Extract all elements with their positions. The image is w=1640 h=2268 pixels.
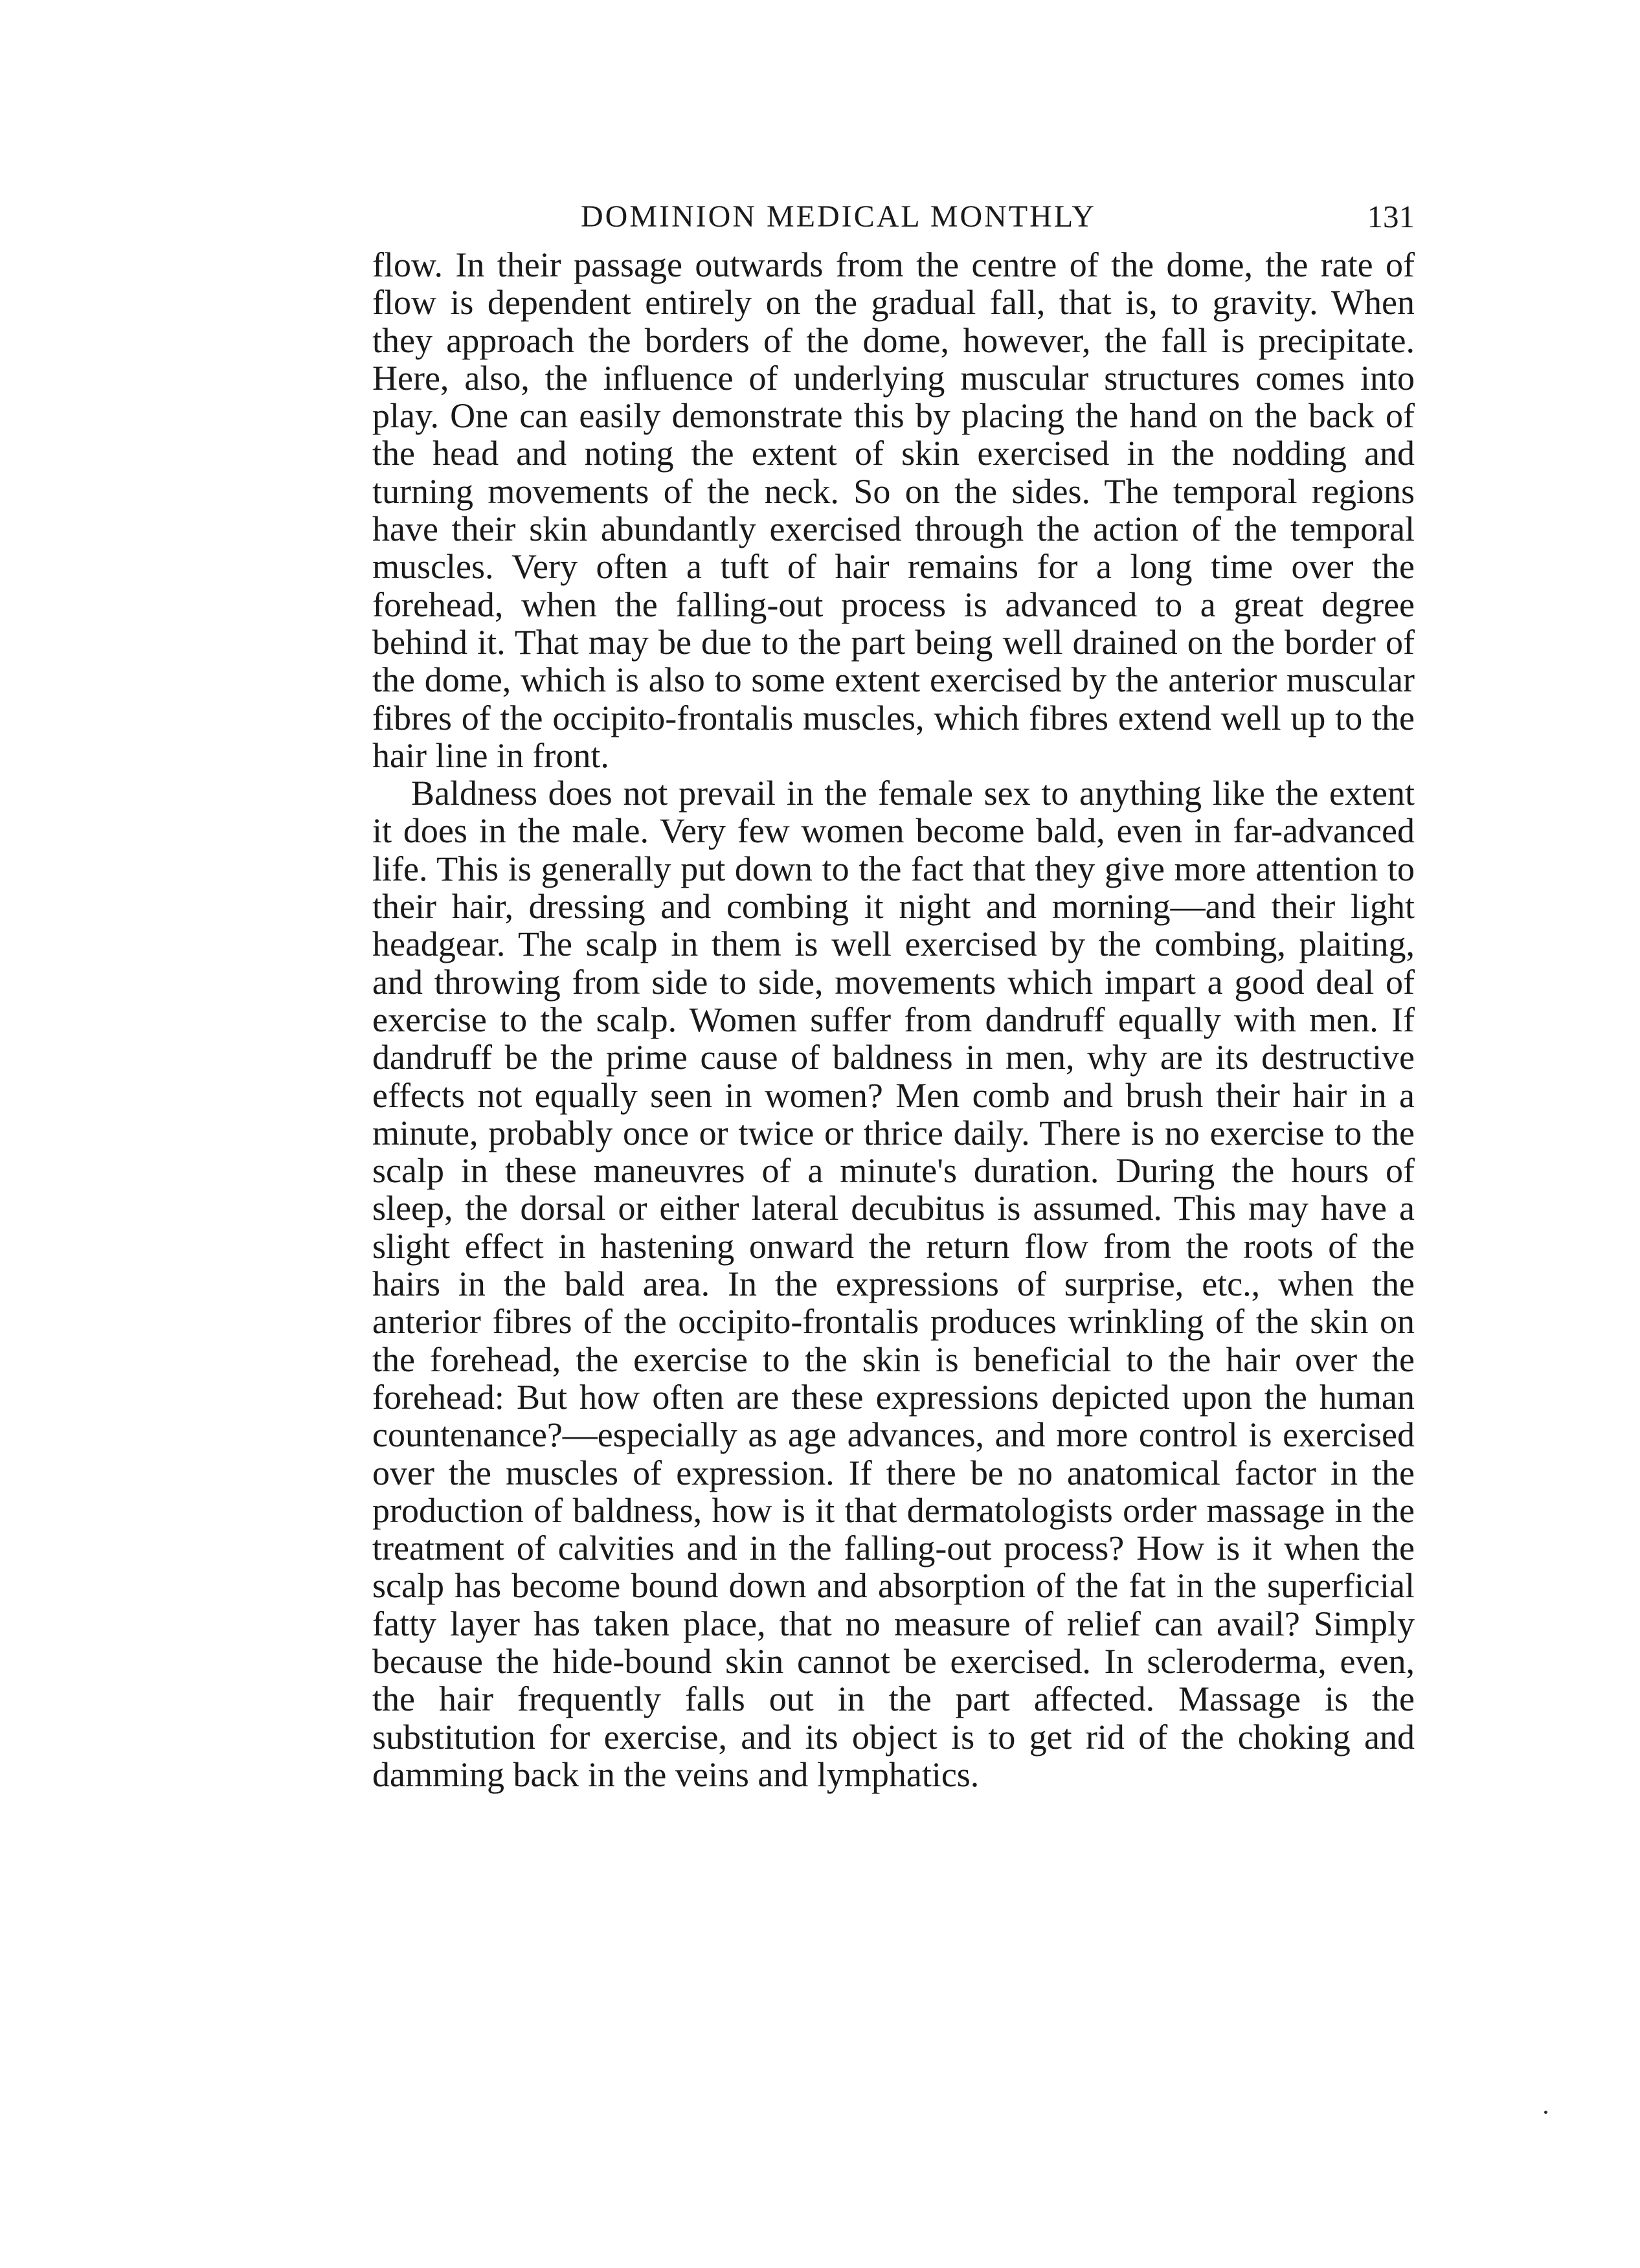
body-text bbox=[372, 246, 1415, 1793]
paragraph-continued: flow. In their passage outwards from the centre of the dome, the rate of flow is dependent entirely on the gradual fall, that is, to gravity. When they approach the borders of the dome, however, the fall is precipitate. Here, also, the influence of underlying muscular structures comes into play. One can easily demonstrate this by placing the hand on the back of the head and noting the extent of skin exercised in the nodding and turning movements of the neck. So on the sides. The temporal regions have their skin abundantly exercised through the action of the temporal muscles. Very often a tuft of hair remains for a long time over the forehead, when the falling-out process is advanced to a great degree behind it. That may be due to the part being well drained on the border of the dome, which is also to some extent exercised by the anterior muscular fibres of the occipito-frontalis muscles, which fibres extend well up to the hair line in front. bbox=[372, 245, 1415, 775]
journal-title: DOMINION MEDICAL MONTHLY bbox=[580, 199, 1096, 234]
stray-ink-mark bbox=[1544, 2111, 1547, 2114]
running-head bbox=[372, 194, 1415, 240]
page-number: 131 bbox=[1367, 199, 1415, 234]
paragraph-baldness-female: Baldness does not prevail in the female sex to anything like the extent it does in the male. Very few women become bald, even in far-advanced life. This is generally put down to the fact that they give more attention to their hair, dressing and combing it night and morning—and their light headgear. The scalp in them is well exercised by the combing, plaiting, and throwing from side to side, movements which impart a good deal of exercise to the scalp. Women suffer from dandruff equally with men. If dandruff be the prime cause of baldness in men, why are its destructive effects not equally seen in women? Men comb and brush their hair in a minute, probably once or twice or thrice daily. There is no exercise to the scalp in these maneuvres of a minute's duration. During the hours of sleep, the dorsal or either lateral decubitus is assumed. This may have a slight effect in hastening onward the return flow from the roots of the hairs in the bald area. In the expressions of surprise, etc., when the anterior fibres of the occipito-frontalis produces wrinkling of the skin on the forehead, the exercise to the skin is beneficial to the hair over the forehead: But how often are these expressions depicted upon the human countenance?—especially as age advances, and more control is exercised over the muscles of expression. If there be no anatomical factor in the production of baldness, how is it that dermatologists order massage in the treatment of calvities and in the falling-out process? How is it when the scalp has become bound down and absorption of the fat in the superficial fatty layer has taken place, that no measure of relief can avail? Simply because the hide-bound skin cannot be exercised. In scleroderma, even, the hair frequently falls out in the part affected. Massage is the substitution for exercise, and its object is to get rid of the choking and damming back in the veins and lymphatics. bbox=[372, 774, 1415, 1794]
